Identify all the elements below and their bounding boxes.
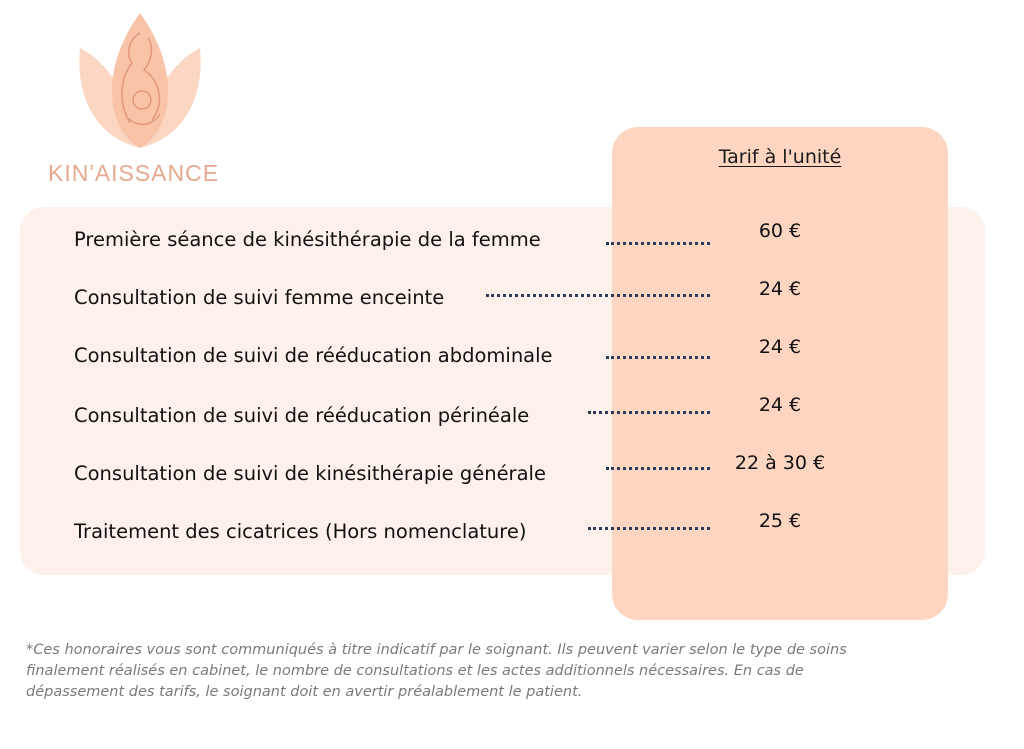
rate-price: 25 € — [758, 510, 802, 532]
rate-label: Traitement des cicatrices (Hors nomenclature) — [74, 520, 527, 543]
rate-label: Consultation de suivi de rééducation périnéale — [74, 404, 530, 427]
rate-label: Consultation de suivi femme enceinte — [74, 286, 445, 309]
rate-row — [0, 394, 1024, 442]
leader-dots — [606, 467, 710, 470]
rate-label: Consultation de suivi de kinésithérapie générale — [74, 462, 546, 485]
rate-row — [0, 220, 1024, 268]
price-column-header: Tarif à l'unité — [718, 146, 842, 168]
leader-dots — [606, 242, 710, 245]
brand-name: KIN'AISSANCE — [48, 160, 220, 186]
rate-label: Première séance de kinésithérapie de la femme — [74, 228, 541, 251]
brand-logo — [40, 8, 240, 188]
leader-dots — [486, 294, 710, 297]
rate-price: 60 € — [758, 220, 802, 242]
rate-row — [0, 336, 1024, 384]
leader-dots — [588, 411, 710, 414]
rate-row — [0, 278, 1024, 326]
rate-price: 24 € — [758, 278, 802, 300]
rate-price: 24 € — [758, 394, 802, 416]
leader-dots — [588, 527, 710, 530]
rate-label: Consultation de suivi de rééducation abdominale — [74, 344, 553, 367]
rate-price: 24 € — [758, 336, 802, 358]
rate-row — [0, 510, 1024, 558]
disclaimer-footnote: *Ces honoraires vous sont communiqués à titre indicatif par le soignant. Ils peuvent varier selon le type de soins finalement réalisés en cabinet, le nombre de consultations et les actes additionnels nécessaires. En cas de dépassement des tarifs, le soignant doit en avertir préalablement le patient. — [26, 642, 847, 700]
rate-row — [0, 452, 1024, 500]
lotus-mother-icon — [70, 8, 210, 158]
leader-dots — [606, 356, 710, 359]
rate-price: 22 à 30 € — [734, 452, 826, 474]
